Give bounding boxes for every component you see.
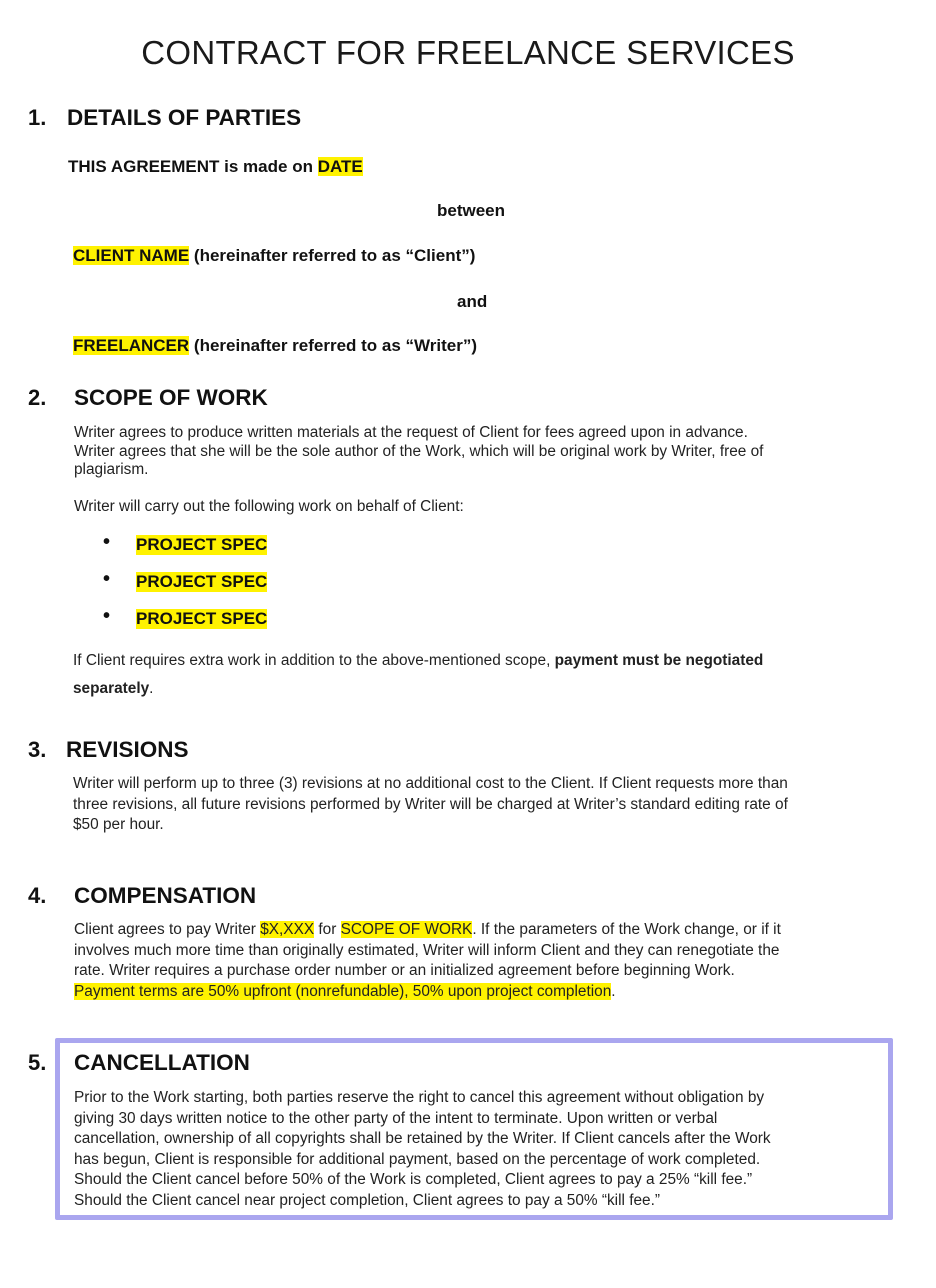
cancellation-line: Should the Client cancel before 50% of the Work is completed, Client agrees to pay a 25% “kill fee.”: [74, 1171, 753, 1188]
section-3-number: 3.: [28, 737, 47, 762]
and-text: and: [457, 292, 488, 311]
compensation-line: [74, 982, 781, 1003]
compensation-line: involves much more time than originally estimated, Writer will inform Client and they can renegotiate the: [74, 941, 780, 959]
agreement-prefix: THIS AGREEMENT is made on: [68, 157, 313, 176]
project-spec-placeholder: PROJECT SPEC: [136, 572, 268, 591]
amount-placeholder: $X,XXX: [260, 921, 315, 938]
extra-work-end: .: [149, 680, 154, 697]
cancellation-paragraph: [74, 1088, 771, 1211]
scope-intro-line: Writer agrees that she will be the sole author of the Work, which will be original work by Writer, free of: [74, 442, 764, 460]
scope-placeholder: SCOPE OF WORK: [340, 921, 473, 938]
section-2-heading: SCOPE OF WORK: [74, 385, 268, 410]
section-5-number: 5.: [28, 1050, 47, 1075]
compensation-prefix: Client agrees to pay Writer: [74, 921, 256, 938]
revisions-line: three revisions, all future revisions performed by Writer will be charged at Writer’s standard editing rate of: [73, 795, 788, 813]
compensation-suffix: . If the parameters of the Work change, or if it: [472, 921, 781, 938]
cancellation-line: Should the Client cancel near project completion, Client agrees to pay a 50% “kill fee.”: [74, 1191, 661, 1209]
section-4-number: 4.: [28, 883, 47, 908]
cancellation-line: giving 30 days written notice to the other party of the intent to terminate. Upon written or verbal: [74, 1109, 718, 1127]
payment-terms-highlight: Payment terms are 50% upfront (nonrefundable), 50% upon project completion: [74, 982, 612, 1000]
compensation-paragraph: [74, 920, 781, 1002]
client-name-placeholder: CLIENT NAME: [73, 246, 190, 265]
agreement-line: [68, 157, 363, 177]
bullet-icon: •: [103, 568, 111, 590]
section-1-number: 1.: [28, 105, 47, 130]
compensation-mid: for: [318, 921, 337, 938]
cancellation-line: has begun, Client is responsible for additional payment, based on the percentage of work completed.: [74, 1150, 761, 1168]
revisions-line: Writer will perform up to three (3) revisions at no additional cost to the Client. If Client requests more than: [73, 775, 788, 792]
bullet-icon: •: [103, 605, 111, 627]
cancellation-line: cancellation, ownership of all copyrights shall be retained by the Writer. If Client cancels after the Work: [74, 1130, 771, 1147]
compensation-line: rate. Writer requires a purchase order number or an initialized agreement before beginning Work.: [74, 962, 735, 979]
section-3-heading: REVISIONS: [66, 737, 189, 762]
scope-intro-line: Writer agrees to produce written materials at the request of Client for fees agreed upon in advance.: [74, 424, 748, 441]
freelancer-line: [73, 336, 477, 356]
scope-intro-line: plagiarism.: [74, 461, 149, 478]
freelancer-name-placeholder: FREELANCER: [73, 336, 190, 355]
section-4-heading: COMPENSATION: [74, 883, 257, 908]
extra-work-bold: separately: [73, 680, 150, 697]
client-suffix: (hereinafter referred to as “Client”): [193, 246, 476, 265]
document-title: CONTRACT FOR FREELANCE SERVICES: [141, 34, 795, 71]
extra-work-prefix: If Client requires extra work in addition to the above-mentioned scope,: [73, 652, 551, 669]
revisions-paragraph: [73, 774, 788, 836]
project-spec-placeholder: PROJECT SPEC: [136, 609, 268, 628]
work-intro-text: Writer will carry out the following work on behalf of Client:: [74, 498, 464, 515]
extra-work-bold: payment must be negotiated: [554, 652, 764, 669]
extra-work-line: [73, 647, 763, 675]
compensation-line: [74, 920, 781, 941]
client-line: [73, 246, 475, 266]
between-text: between: [437, 201, 506, 220]
revisions-line: $50 per hour.: [73, 816, 164, 833]
freelancer-suffix: (hereinafter referred to as “Writer”): [193, 336, 478, 355]
extra-work-paragraph: [73, 647, 763, 703]
section-5-heading: CANCELLATION: [74, 1050, 250, 1075]
extra-work-line: [73, 675, 763, 703]
section-2-number: 2.: [28, 385, 47, 410]
cancellation-line: Prior to the Work starting, both parties reserve the right to cancel this agreement without obligation by: [74, 1089, 765, 1106]
section-1-heading: DETAILS OF PARTIES: [67, 105, 302, 130]
scope-intro-paragraph: [74, 423, 763, 481]
project-spec-placeholder: PROJECT SPEC: [136, 535, 268, 554]
bullet-icon: •: [103, 531, 111, 553]
agreement-date-placeholder: DATE: [317, 157, 363, 176]
payment-terms-end: .: [611, 982, 616, 1000]
